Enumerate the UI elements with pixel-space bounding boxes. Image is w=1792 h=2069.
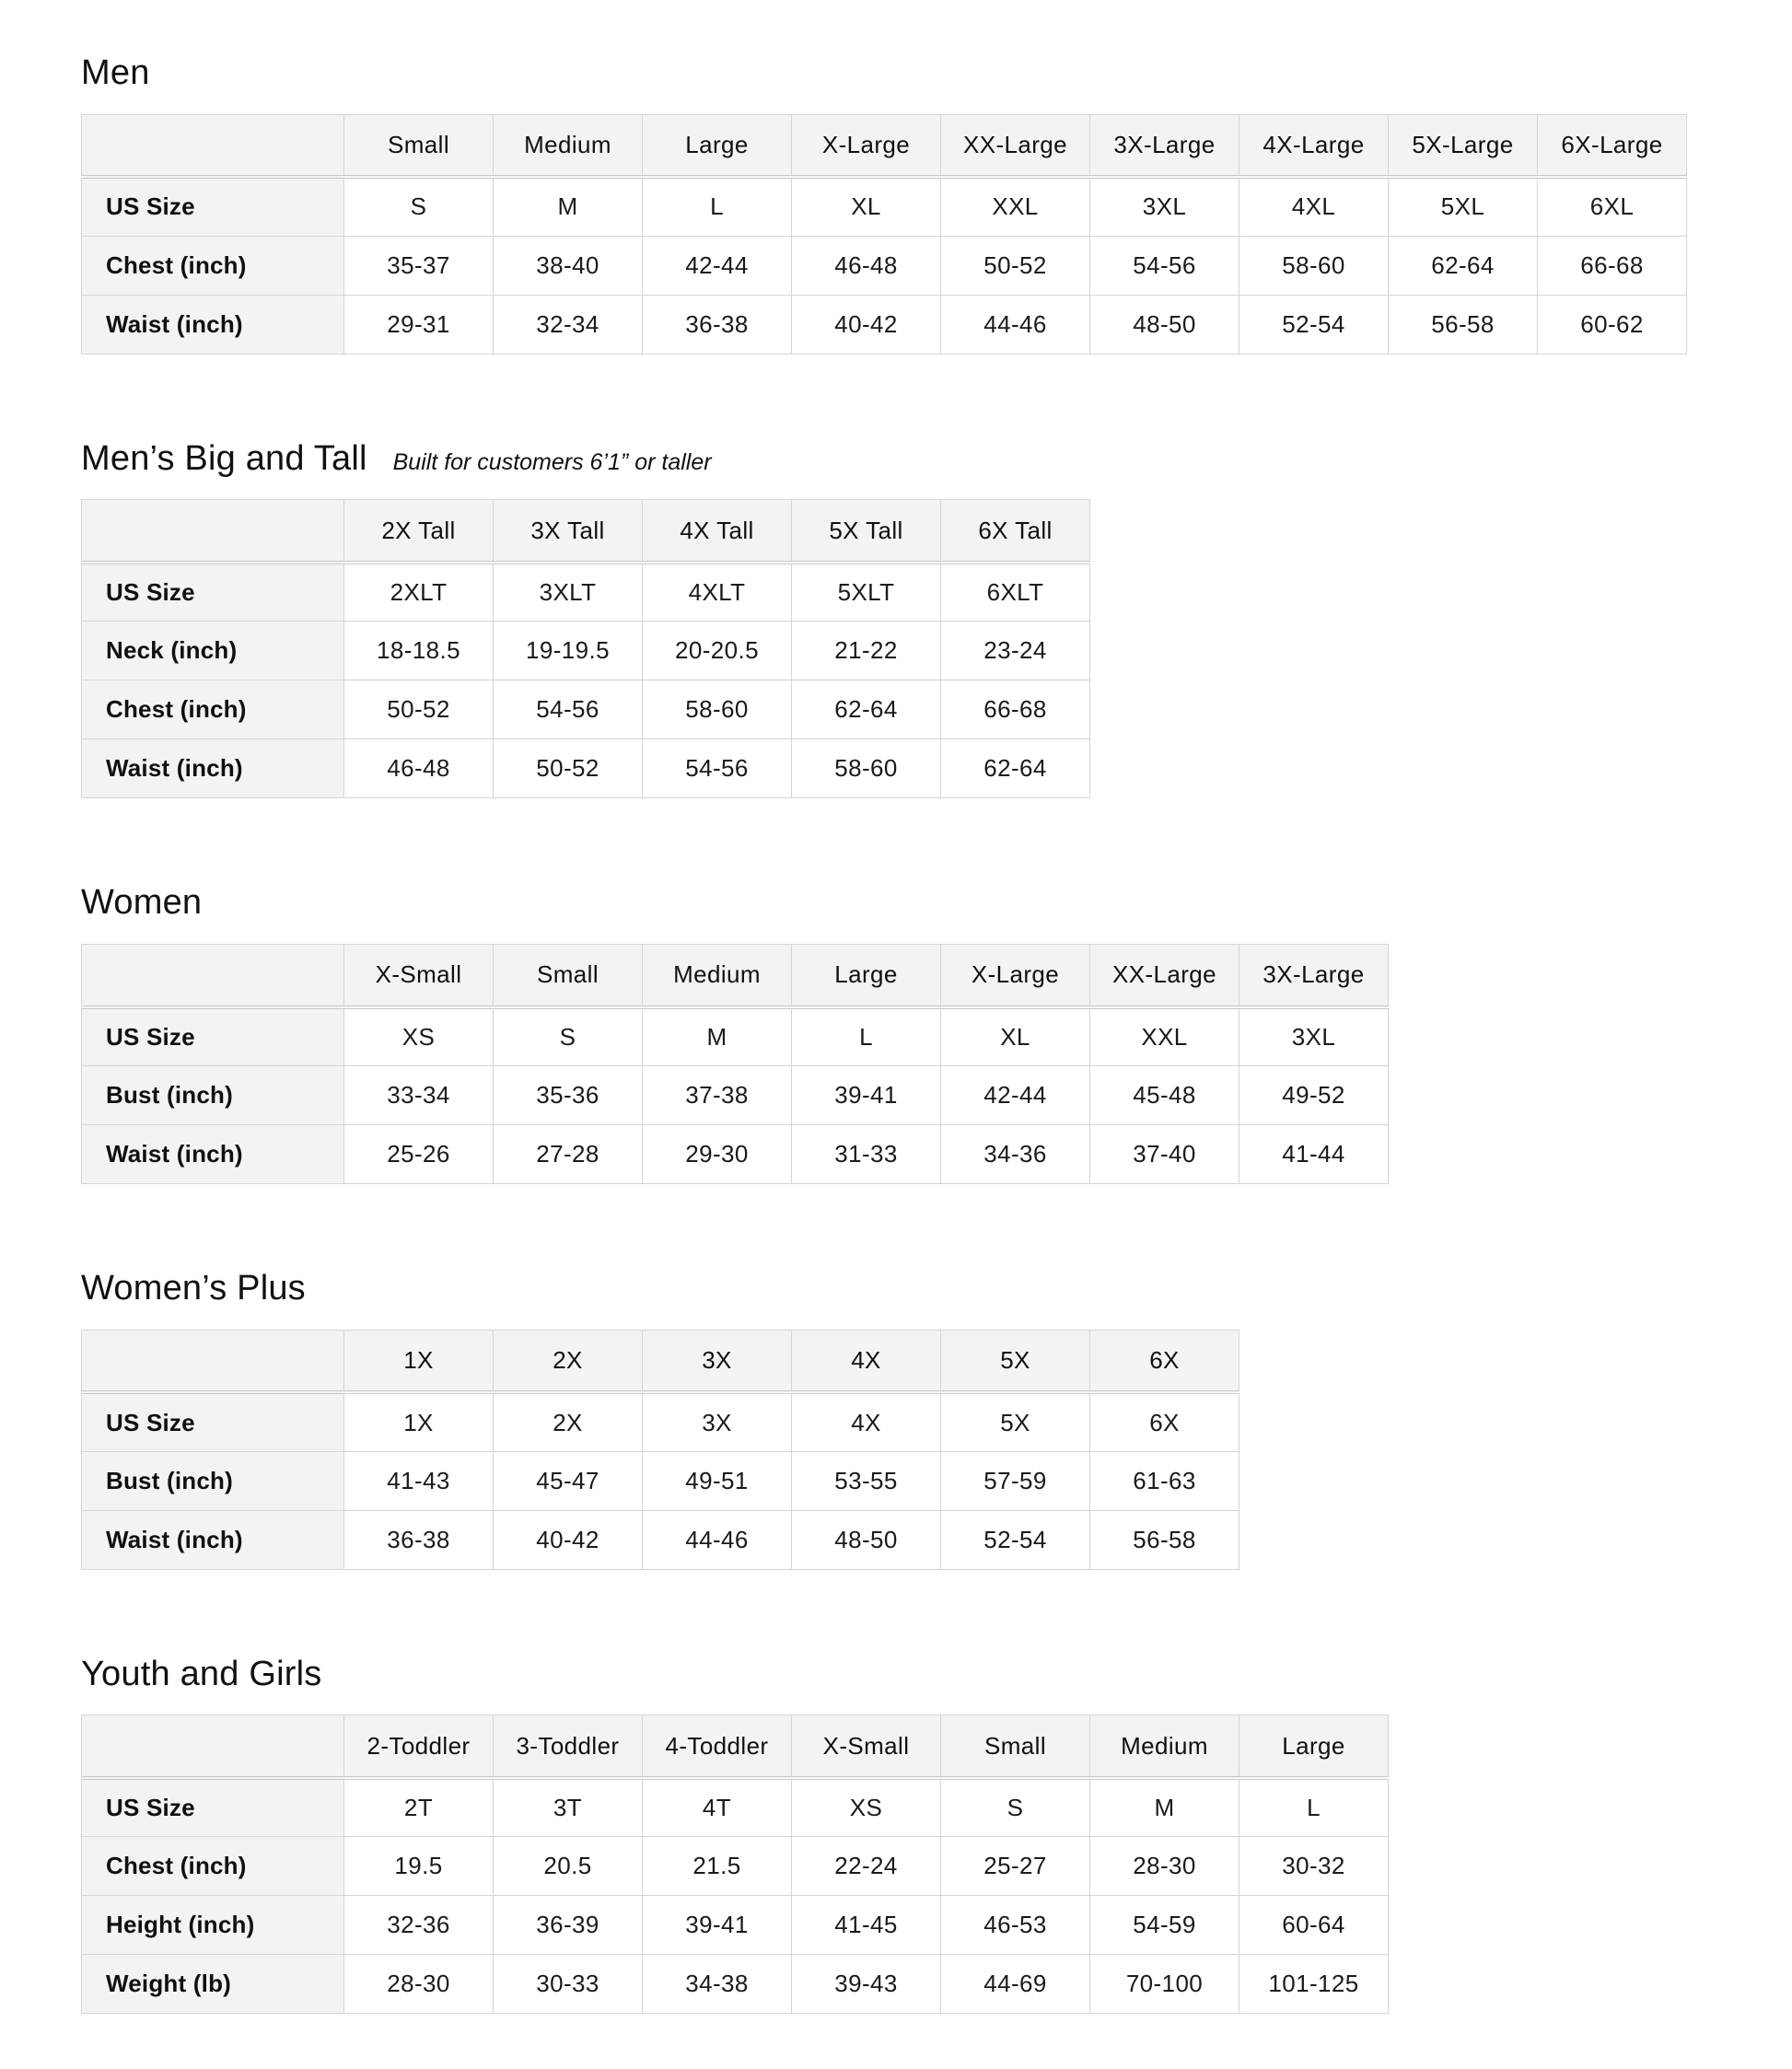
column-header: 2X [494, 1330, 643, 1392]
column-header: XX-Large [941, 114, 1090, 177]
row-label: Neck (inch) [82, 622, 344, 680]
row-label: US Size [82, 1392, 344, 1451]
column-header: 6X Tall [941, 500, 1090, 563]
row-label: Waist (inch) [82, 1125, 344, 1184]
column-header: 5X Tall [792, 500, 941, 563]
size-value: 25-27 [941, 1837, 1090, 1896]
size-value: 41-44 [1239, 1125, 1389, 1184]
size-value: 50-52 [941, 236, 1090, 295]
header-row [82, 114, 1687, 177]
section-title-men: Men [81, 53, 150, 92]
table-header [82, 1715, 1389, 1778]
table-header [82, 945, 1389, 1007]
column-header: Large [792, 945, 941, 1007]
section-title-youth-and-girls: Youth and Girls [81, 1654, 322, 1693]
size-value: 20.5 [494, 1837, 643, 1896]
size-section-womens-plus [81, 1269, 1711, 1570]
row-label: Chest (inch) [82, 680, 344, 739]
size-value: 40-42 [494, 1510, 643, 1569]
size-value: 3X [643, 1392, 792, 1451]
column-header: 4X Tall [643, 500, 792, 563]
table-corner-cell [82, 500, 344, 563]
size-value: M [643, 1007, 792, 1066]
size-value: 66-68 [941, 680, 1090, 739]
size-value: 62-64 [941, 739, 1090, 798]
size-value: 60-62 [1538, 295, 1687, 354]
table-row [82, 236, 1687, 295]
size-value: S [344, 177, 494, 236]
section-heading-women [81, 883, 1711, 924]
table-header [82, 1330, 1239, 1392]
size-value: 62-64 [792, 680, 941, 739]
column-header: Small [344, 114, 494, 177]
size-value: 45-47 [494, 1451, 643, 1510]
size-value: 19.5 [344, 1837, 494, 1896]
column-header: 2X Tall [344, 500, 494, 563]
size-value: 21-22 [792, 622, 941, 680]
table-row [82, 1007, 1389, 1066]
table-body [82, 177, 1687, 354]
row-label: Chest (inch) [82, 236, 344, 295]
size-value: 62-64 [1389, 236, 1538, 295]
table-row [82, 1510, 1239, 1569]
row-label: US Size [82, 563, 344, 622]
size-value: XXL [941, 177, 1090, 236]
row-label: Waist (inch) [82, 1510, 344, 1569]
table-row [82, 563, 1090, 622]
column-header: 3X Tall [494, 500, 643, 563]
column-header: Small [941, 1715, 1090, 1778]
row-label: Weight (lb) [82, 1955, 344, 2014]
row-label: Chest (inch) [82, 1837, 344, 1896]
row-label: US Size [82, 177, 344, 236]
size-value: 34-38 [643, 1955, 792, 2014]
column-header: 5X-Large [1389, 114, 1538, 177]
column-header: 6X-Large [1538, 114, 1687, 177]
size-value: 5XLT [792, 563, 941, 622]
row-label: Waist (inch) [82, 295, 344, 354]
size-value: 21.5 [643, 1837, 792, 1896]
size-value: 39-41 [643, 1896, 792, 1955]
size-value: 28-30 [344, 1955, 494, 2014]
table-row [82, 1896, 1389, 1955]
size-table-mens-big-and-tall [81, 499, 1090, 798]
size-value: 56-58 [1389, 295, 1538, 354]
size-value: L [643, 177, 792, 236]
size-value: L [1239, 1778, 1389, 1837]
size-value: 61-63 [1090, 1451, 1239, 1510]
size-value: 2XLT [344, 563, 494, 622]
size-value: 50-52 [344, 680, 494, 739]
size-value: S [494, 1007, 643, 1066]
size-value: 2X [494, 1392, 643, 1451]
size-value: 3XLT [494, 563, 643, 622]
size-value: S [941, 1778, 1090, 1837]
size-section-men [81, 53, 1711, 355]
column-header: Large [1239, 1715, 1389, 1778]
column-header: 4-Toddler [643, 1715, 792, 1778]
table-corner-cell [82, 114, 344, 177]
size-value: 38-40 [494, 236, 643, 295]
size-value: 44-46 [941, 295, 1090, 354]
column-header: X-Large [792, 114, 941, 177]
size-value: 27-28 [494, 1125, 643, 1184]
section-title-womens-plus: Women’s Plus [81, 1269, 306, 1308]
size-value: 35-36 [494, 1066, 643, 1125]
table-row [82, 1955, 1389, 2014]
column-header: 2-Toddler [344, 1715, 494, 1778]
size-value: 36-38 [643, 295, 792, 354]
column-header: Small [494, 945, 643, 1007]
size-value: 30-33 [494, 1955, 643, 2014]
column-header: X-Small [792, 1715, 941, 1778]
size-value: 1X [344, 1392, 494, 1451]
size-value: 34-36 [941, 1125, 1090, 1184]
size-value: M [1090, 1778, 1239, 1837]
size-value: 6XL [1538, 177, 1687, 236]
size-value: 32-34 [494, 295, 643, 354]
size-value: 4X [792, 1392, 941, 1451]
size-value: 57-59 [941, 1451, 1090, 1510]
section-heading-mens-big-and-tall [81, 439, 1711, 480]
size-value: XL [941, 1007, 1090, 1066]
table-corner-cell [82, 1715, 344, 1778]
table-corner-cell [82, 945, 344, 1007]
size-value: L [792, 1007, 941, 1066]
size-value: 22-24 [792, 1837, 941, 1896]
size-value: 66-68 [1538, 236, 1687, 295]
size-value: 18-18.5 [344, 622, 494, 680]
header-row [82, 945, 1389, 1007]
size-value: 36-38 [344, 1510, 494, 1569]
size-value: 42-44 [643, 236, 792, 295]
size-value: 32-36 [344, 1896, 494, 1955]
size-value: 45-48 [1090, 1066, 1239, 1125]
size-value: 6XLT [941, 563, 1090, 622]
column-header: Medium [494, 114, 643, 177]
size-section-mens-big-and-tall [81, 439, 1711, 799]
size-value: 23-24 [941, 622, 1090, 680]
size-value: 54-56 [1090, 236, 1239, 295]
table-row [82, 1066, 1389, 1125]
row-label: Bust (inch) [82, 1451, 344, 1510]
table-row [82, 1392, 1239, 1451]
table-row [82, 622, 1090, 680]
row-label: US Size [82, 1778, 344, 1837]
header-row [82, 1715, 1389, 1778]
size-value: 6X [1090, 1392, 1239, 1451]
size-value: XXL [1090, 1007, 1239, 1066]
table-row [82, 1125, 1389, 1184]
size-value: 40-42 [792, 295, 941, 354]
size-table-women [81, 944, 1389, 1184]
size-value: 44-69 [941, 1955, 1090, 2014]
header-row [82, 1330, 1239, 1392]
column-header: 4X [792, 1330, 941, 1392]
size-value: 33-34 [344, 1066, 494, 1125]
size-value: 5X [941, 1392, 1090, 1451]
size-value: 19-19.5 [494, 622, 643, 680]
table-body [82, 563, 1090, 798]
size-value: 4XL [1239, 177, 1389, 236]
size-value: 20-20.5 [643, 622, 792, 680]
size-value: 36-39 [494, 1896, 643, 1955]
size-value: 50-52 [494, 739, 643, 798]
size-value: 58-60 [792, 739, 941, 798]
size-value: 54-59 [1090, 1896, 1239, 1955]
size-value: 25-26 [344, 1125, 494, 1184]
size-value: 5XL [1389, 177, 1538, 236]
size-value: 29-31 [344, 295, 494, 354]
size-value: 56-58 [1090, 1510, 1239, 1569]
size-value: 30-32 [1239, 1837, 1389, 1896]
size-value: 41-43 [344, 1451, 494, 1510]
column-header: 3X-Large [1239, 945, 1389, 1007]
column-header: XX-Large [1090, 945, 1239, 1007]
column-header: 3-Toddler [494, 1715, 643, 1778]
table-corner-cell [82, 1330, 344, 1392]
size-value: 46-53 [941, 1896, 1090, 1955]
column-header: Medium [643, 945, 792, 1007]
size-value: 37-38 [643, 1066, 792, 1125]
size-value: 49-52 [1239, 1066, 1389, 1125]
column-header: 3X-Large [1090, 114, 1239, 177]
table-body [82, 1778, 1389, 2014]
size-value: 58-60 [1239, 236, 1389, 295]
size-table-men [81, 114, 1687, 355]
size-value: XL [792, 177, 941, 236]
size-value: 31-33 [792, 1125, 941, 1184]
column-header: Large [643, 114, 792, 177]
column-header: 5X [941, 1330, 1090, 1392]
section-heading-youth-and-girls [81, 1655, 1711, 1695]
column-header: 4X-Large [1239, 114, 1389, 177]
table-row [82, 739, 1090, 798]
size-value: 48-50 [792, 1510, 941, 1569]
column-header: Medium [1090, 1715, 1239, 1778]
size-value: 37-40 [1090, 1125, 1239, 1184]
table-body [82, 1007, 1389, 1184]
size-value: 3T [494, 1778, 643, 1837]
size-value: 3XL [1090, 177, 1239, 236]
table-header [82, 500, 1090, 563]
size-value: 35-37 [344, 236, 494, 295]
table-row [82, 177, 1687, 236]
size-value: 49-51 [643, 1451, 792, 1510]
size-value: 101-125 [1239, 1955, 1389, 2014]
size-section-women [81, 883, 1711, 1184]
row-label: Bust (inch) [82, 1066, 344, 1125]
row-label: Waist (inch) [82, 739, 344, 798]
size-value: 70-100 [1090, 1955, 1239, 2014]
size-value: 44-46 [643, 1510, 792, 1569]
size-value: 48-50 [1090, 295, 1239, 354]
size-value: 52-54 [941, 1510, 1090, 1569]
size-value: 4T [643, 1778, 792, 1837]
size-value: 39-41 [792, 1066, 941, 1125]
size-value: M [494, 177, 643, 236]
size-value: 3XL [1239, 1007, 1389, 1066]
size-value: XS [344, 1007, 494, 1066]
table-row [82, 1778, 1389, 1837]
size-value: 29-30 [643, 1125, 792, 1184]
table-row [82, 1837, 1389, 1896]
size-table-womens-plus [81, 1330, 1239, 1570]
size-value: 41-45 [792, 1896, 941, 1955]
table-body [82, 1392, 1239, 1569]
column-header: 6X [1090, 1330, 1239, 1392]
size-value: 58-60 [643, 680, 792, 739]
size-value: 39-43 [792, 1955, 941, 2014]
row-label: Height (inch) [82, 1896, 344, 1955]
section-heading-womens-plus [81, 1269, 1711, 1309]
section-subtitle-mens-big-and-tall: Built for customers 6’1” or taller [392, 448, 712, 475]
table-row [82, 1451, 1239, 1510]
table-row [82, 295, 1687, 354]
column-header: X-Small [344, 945, 494, 1007]
section-heading-men [81, 53, 1711, 94]
size-value: 54-56 [494, 680, 643, 739]
size-value: 60-64 [1239, 1896, 1389, 1955]
size-value: 46-48 [792, 236, 941, 295]
size-value: 2T [344, 1778, 494, 1837]
size-value: 53-55 [792, 1451, 941, 1510]
table-header [82, 114, 1687, 177]
size-value: 4XLT [643, 563, 792, 622]
size-value: 54-56 [643, 739, 792, 798]
column-header: X-Large [941, 945, 1090, 1007]
size-value: XS [792, 1778, 941, 1837]
row-label: US Size [82, 1007, 344, 1066]
size-section-youth-and-girls [81, 1655, 1711, 2015]
section-title-mens-big-and-tall: Men’s Big and Tall [81, 438, 367, 478]
column-header: 3X [643, 1330, 792, 1392]
size-value: 42-44 [941, 1066, 1090, 1125]
size-table-youth-and-girls [81, 1714, 1389, 2014]
size-value: 46-48 [344, 739, 494, 798]
header-row [82, 500, 1090, 563]
section-title-women: Women [81, 883, 203, 923]
size-value: 52-54 [1239, 295, 1389, 354]
column-header: 1X [344, 1330, 494, 1392]
size-value: 28-30 [1090, 1837, 1239, 1896]
table-row [82, 680, 1090, 739]
